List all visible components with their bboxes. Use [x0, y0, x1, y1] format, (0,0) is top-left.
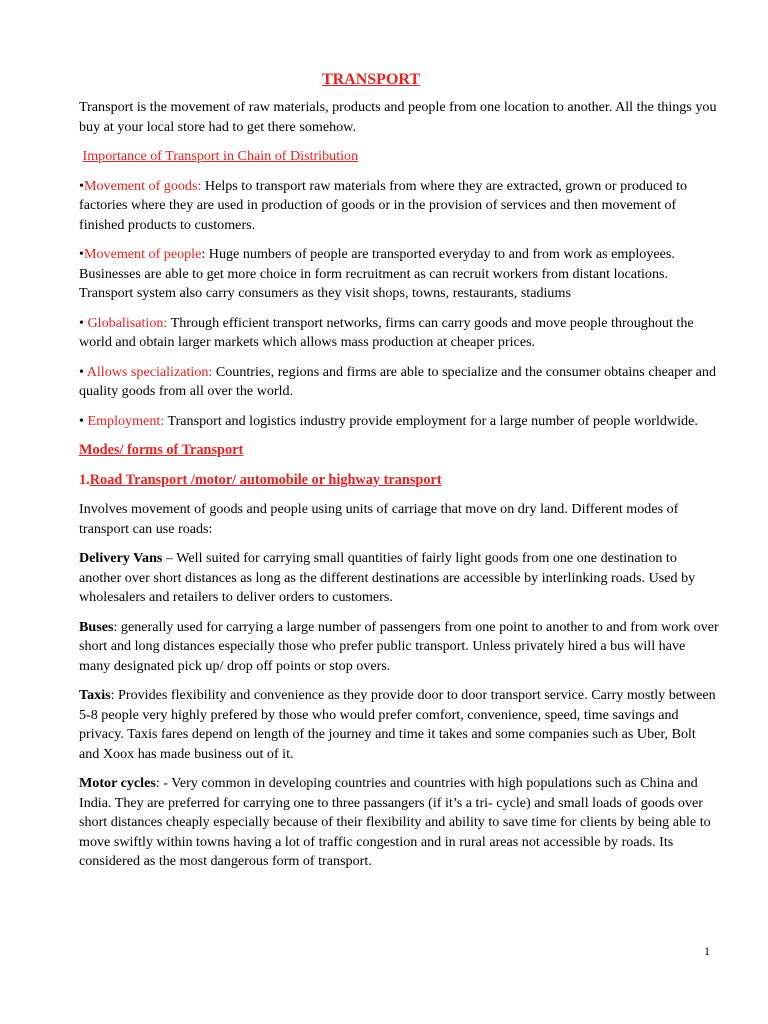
vehicle-buses: [79, 618, 719, 677]
road-intro-paragraph: Involves movement of goods and people using units of carriage that move on dry land. Different modes of transport can use roads:: [79, 501, 679, 537]
bullet-label: Movement of goods:: [83, 177, 202, 194]
vehicle-motor-cycles: [79, 774, 719, 872]
bullet-movement-of-goods: [79, 177, 719, 236]
vehicle-text: – Well suited for carrying small quantities of fairly light goods from one one destination to another over short distances as long as the different destinations are accessible by interlinking roads. Used by wholesalers and retailers to deliver orders to customers.: [79, 550, 696, 605]
bullet-label: Movement of people: [83, 246, 202, 262]
road-heading: Road Transport /motor/ automobile or highway transport: [89, 471, 442, 488]
bullet-marker: •: [79, 246, 84, 262]
bullet-text: Countries, regions and firms are able to specialize and the consumer obtains cheaper and quality goods from all over the world.: [79, 363, 717, 399]
vehicle-label: Delivery Vans: [79, 550, 163, 566]
page-title: TRANSPORT: [321, 71, 421, 88]
road-number: 1.: [79, 471, 90, 488]
road-heading-paragraph: [79, 471, 719, 491]
importance-heading-paragraph: [79, 147, 719, 167]
bullet-text: Transport and logistics industry provide employment for a large number of people worldwide.: [164, 412, 698, 429]
vehicle-text: : - Very common in developing countries and countries with high populations such as China and India. They are preferred for carrying one to three passangers (if it’s a tri- cycle) and small loads of goods over short distances cheaply especially because of their flexibility and ability to save time for clients by being able to move swiftly within towns having a lot of traffic congestion and in rural areas not accessible by roads. Its considered as the most dangerous form of transport.: [79, 775, 711, 869]
vehicle-delivery-vans: [79, 549, 719, 608]
importance-heading: Importance of Transport in Chain of Distribution: [82, 148, 359, 164]
bullet-specialization: [79, 363, 719, 402]
vehicle-label: Motor cycles: [79, 775, 156, 791]
bullet-globalisation: [79, 314, 719, 353]
intro-paragraph: Transport is the movement of raw materials, products and people from one location to another. All the things you buy at your local store had to get there somehow.: [79, 99, 717, 135]
vehicle-label: Taxis: [79, 687, 111, 703]
bullet-marker: •: [79, 314, 88, 331]
vehicle-label: Buses: [79, 618, 114, 635]
bullet-text: : Huge numbers of people are transported everyday to and from work as employees. Businesses are able to get more choice in form recruitment as can recruit workers from distant locations. Transport system also carry consumers as they visit shops, towns, restaurants, stadiums: [79, 246, 675, 301]
bullet-text: Helps to transport raw materials from where they are extracted, grown or produced to factories where they are used in production of goods or in the provision of services and then movement of finished products to customers.: [79, 177, 688, 233]
bullet-employment: [79, 412, 719, 432]
bullet-marker: •: [79, 412, 88, 429]
bullet-movement-of-people: [79, 245, 719, 304]
vehicle-text: : generally used for carrying a large number of passengers from one point to another to and from work over short and long distances especially those who prefer public transport. Unless privately hired a bus will have many designated pick up/ drop off points or stop overs.: [79, 618, 719, 674]
vehicle-text: : Provides flexibility and convenience as they provide door to door transport service. Carry mostly between 5-8 people very highly prefered by those who would prefer comfort, convenience, speed, time savings and privacy. Taxis fares depend on length of the journey and time it takes and some companies such as Uber, Bolt and Xoox has made business out of it.: [79, 687, 716, 762]
bullet-label: Globalisation:: [87, 314, 168, 331]
document-page: [79, 70, 719, 882]
bullet-marker: •: [79, 363, 87, 380]
bullet-text: Through efficient transport networks, firms can carry goods and move people throughout the world and obtain larger markets which allows mass production at cheaper prices.: [79, 314, 694, 350]
bullet-label: Allows specialization:: [86, 363, 213, 380]
modes-heading: Modes/ forms of Transport: [79, 442, 244, 458]
vehicle-taxis: [79, 686, 719, 764]
bullet-label: Employment:: [87, 412, 165, 429]
page-number: 1: [704, 944, 710, 958]
modes-heading-paragraph: [79, 441, 719, 461]
bullet-marker: •: [79, 177, 84, 194]
